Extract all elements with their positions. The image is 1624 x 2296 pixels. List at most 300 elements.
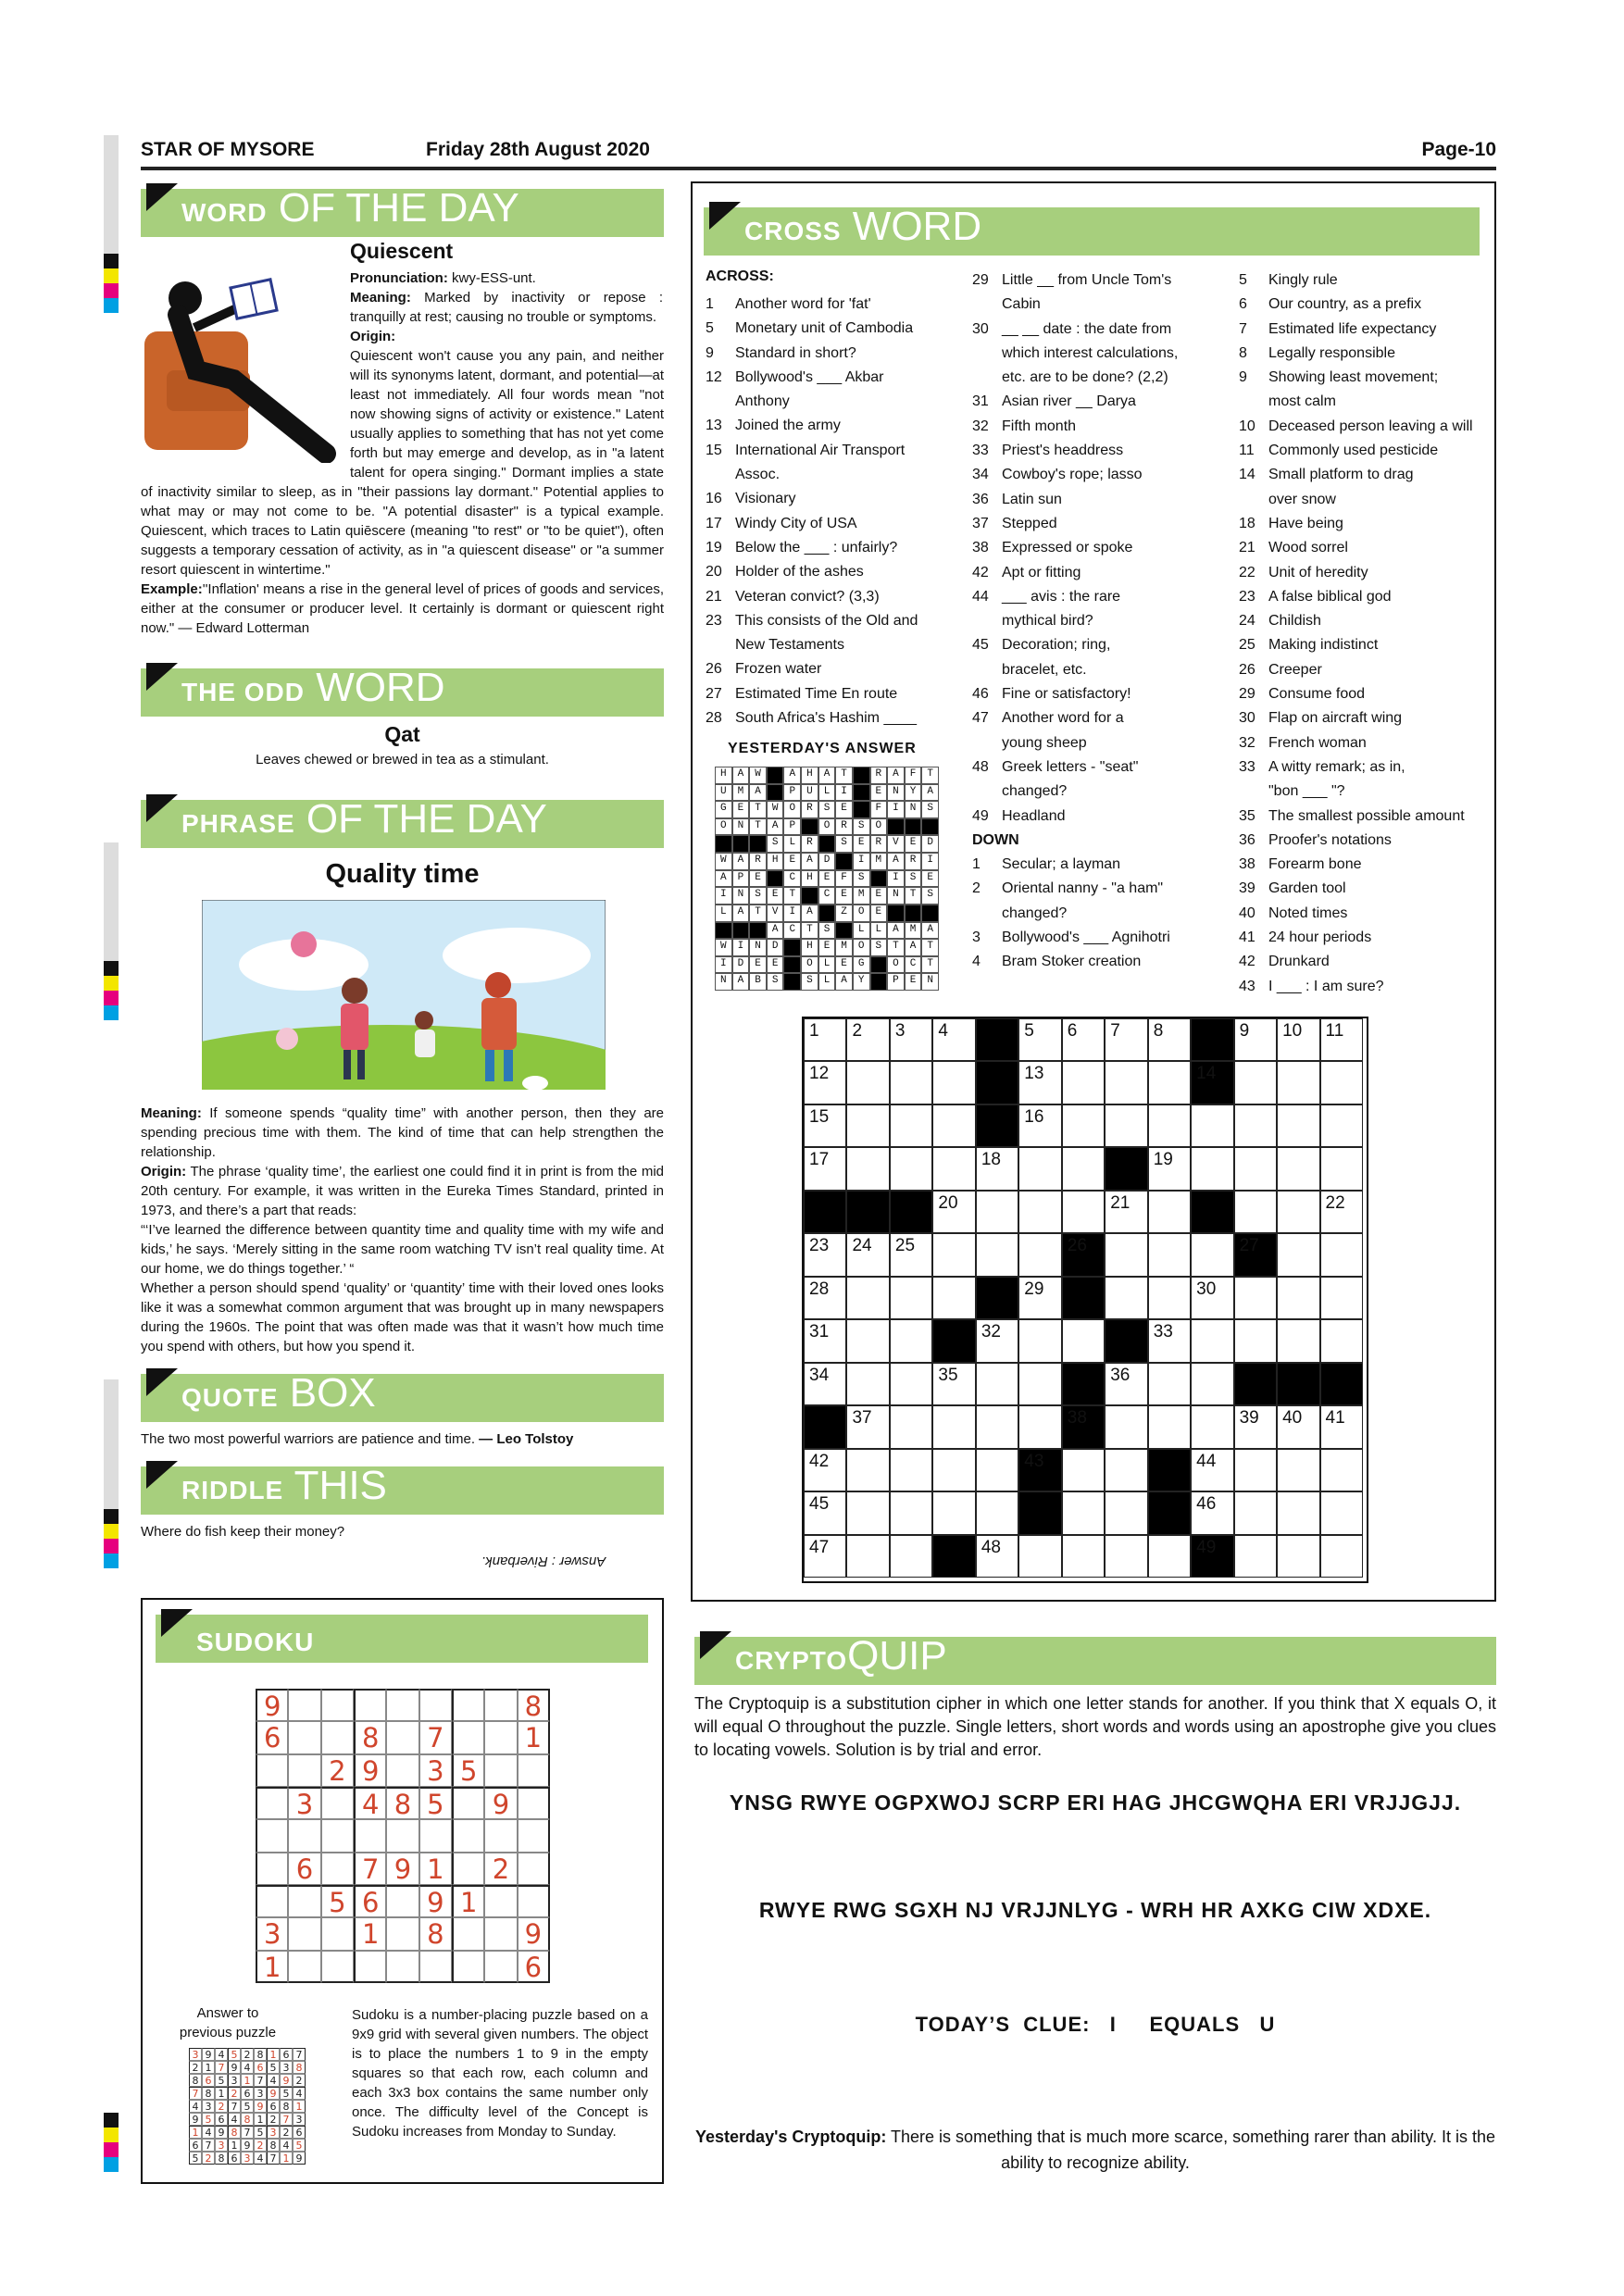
crossword-cell[interactable] (1148, 1233, 1191, 1276)
crossword-cell[interactable] (1277, 1449, 1319, 1491)
crossword-cell[interactable] (1105, 1535, 1147, 1578)
sudoku-cell[interactable] (386, 1951, 418, 1983)
crossword-cell[interactable] (1018, 1405, 1061, 1448)
sudoku-cell: 1 (452, 1885, 484, 1917)
crossword-cell[interactable] (804, 1449, 846, 1491)
crossword-cell[interactable] (1277, 1277, 1319, 1319)
crossword-cell[interactable] (1018, 1147, 1061, 1190)
sudoku-cell[interactable] (321, 1689, 354, 1721)
clue-text: Windy City of USA (735, 515, 857, 531)
sudoku-cell[interactable] (288, 1689, 320, 1721)
crossword-cell[interactable] (1234, 1061, 1277, 1104)
sudoku-cell[interactable] (452, 1721, 484, 1753)
clue-row (1239, 658, 1491, 682)
crossword-cell[interactable] (1191, 1233, 1233, 1276)
answer-cell: A (921, 922, 939, 940)
crossword-cell[interactable] (1105, 1104, 1147, 1147)
crossword-cell[interactable] (804, 1277, 846, 1319)
answer-block (870, 870, 888, 888)
crossword-cell[interactable] (804, 1061, 846, 1104)
crossword-cell[interactable] (1320, 1405, 1363, 1448)
answer-cell: E (921, 870, 939, 888)
crossword-cell[interactable] (1320, 1018, 1363, 1061)
crossword-block (1018, 1449, 1061, 1491)
paper-name: STAR OF MYSORE (141, 139, 315, 160)
answer-block (801, 818, 818, 836)
crossword-cell[interactable] (1062, 1147, 1105, 1190)
crossword-cell[interactable] (1148, 1191, 1191, 1233)
crossword-cell[interactable] (1062, 1104, 1105, 1147)
crossword-cell[interactable] (1277, 1061, 1319, 1104)
sudoku-cell[interactable] (484, 1689, 517, 1721)
crossword-cell[interactable] (1320, 1061, 1363, 1104)
crossword-cell[interactable] (1105, 1491, 1147, 1534)
clue-text: Our country, as a prefix (1268, 296, 1422, 313)
sudoku-cell: 7 (354, 1853, 386, 1885)
crossword-cell[interactable] (1105, 1233, 1147, 1276)
crossword-cell[interactable] (1234, 1535, 1277, 1578)
sudoku-cell[interactable] (288, 1917, 320, 1950)
crossword-cell[interactable] (1234, 1104, 1277, 1147)
clue-number: 29 (972, 272, 989, 288)
sudoku-cell: 5 (202, 2113, 215, 2126)
crossword-cell[interactable] (1191, 1319, 1233, 1362)
sudoku-cell[interactable] (354, 1819, 386, 1852)
crossword-cell[interactable] (846, 1319, 889, 1362)
clue-text: Showing least movement; (1268, 369, 1439, 386)
sudoku-cell: 6 (215, 2113, 228, 2126)
sudoku-cell[interactable] (256, 1754, 288, 1787)
sudoku-cell[interactable] (518, 1885, 550, 1917)
clue-number: 20 (706, 564, 722, 580)
crossword-cell[interactable] (1191, 1147, 1233, 1190)
cell-number: 30 (1196, 1279, 1217, 1299)
crossword-cell[interactable] (1018, 1277, 1061, 1319)
crossword-cell[interactable] (846, 1405, 889, 1448)
banner-label: PHRASE (181, 809, 295, 838)
cell-number: 44 (1196, 1451, 1217, 1471)
crossword-cell[interactable] (1277, 1018, 1319, 1061)
sudoku-cell: 7 (202, 2139, 215, 2152)
answer-cell: H (801, 767, 818, 784)
cell-number: 9 (1239, 1021, 1250, 1041)
cell-number: 13 (1024, 1064, 1044, 1084)
crossword-cell[interactable] (890, 1535, 932, 1578)
crossword-block (1191, 1535, 1233, 1578)
answer-cell: T (921, 939, 939, 956)
sudoku-cell[interactable] (518, 1819, 550, 1852)
sudoku-cell[interactable] (419, 1819, 452, 1852)
crossword-cell[interactable] (804, 1363, 846, 1405)
clue-number (1239, 488, 1268, 512)
crossword-cell[interactable] (890, 1491, 932, 1534)
sudoku-cell[interactable] (484, 1819, 517, 1852)
crossword-cell[interactable] (1234, 1491, 1277, 1534)
crossword-cell[interactable] (932, 1449, 975, 1491)
sudoku-cell[interactable] (484, 1754, 517, 1787)
crossword-cell[interactable] (1018, 1363, 1061, 1405)
crossword-cell[interactable] (1105, 1018, 1147, 1061)
answer-cell: H (715, 767, 732, 784)
crossword-cell[interactable] (890, 1147, 932, 1190)
crossword-cell[interactable] (1320, 1191, 1363, 1233)
crossword-cell[interactable] (932, 1491, 975, 1534)
sudoku-cell[interactable] (452, 1951, 484, 1983)
clue-row (1239, 829, 1491, 853)
crossword-cell[interactable] (804, 1535, 846, 1578)
crossword-cell[interactable] (932, 1191, 975, 1233)
cell-number: 41 (1325, 1408, 1345, 1429)
crossword-cell[interactable] (804, 1018, 846, 1061)
sudoku-cell: 5 (267, 2061, 280, 2074)
registration-bar (104, 1379, 119, 1509)
sudoku-cell[interactable] (321, 1819, 354, 1852)
sudoku-cell: 5 (189, 2152, 202, 2165)
sudoku-cell[interactable] (419, 1689, 452, 1721)
clue-row (1239, 853, 1491, 877)
crossword-cell[interactable] (932, 1405, 975, 1448)
clue-number: 1 (706, 296, 714, 312)
clue-row (972, 585, 1241, 609)
clue-number: 36 (1239, 831, 1255, 848)
crossword-cell[interactable] (932, 1233, 975, 1276)
crossword-cell[interactable] (890, 1319, 932, 1362)
answer-block (801, 887, 818, 905)
crossword-cell[interactable] (976, 1535, 1018, 1578)
sudoku-cell: 3 (241, 2152, 254, 2165)
clue-number: 39 (1239, 880, 1255, 897)
clue-text: Wood sorrel (1268, 540, 1348, 556)
crossword-cell[interactable] (976, 1405, 1018, 1448)
sudoku-cell[interactable] (386, 1917, 418, 1950)
crossword-cell[interactable] (976, 1491, 1018, 1534)
crossword-cell[interactable] (804, 1491, 846, 1534)
crossword-block (1062, 1405, 1105, 1448)
crossword-cell[interactable] (1191, 1449, 1233, 1491)
clue-row (706, 439, 935, 463)
clue-text: Latin sun (1002, 491, 1062, 507)
sudoku-cell: 4 (241, 2061, 254, 2074)
crossword-cell[interactable] (1234, 1191, 1277, 1233)
sudoku-cell[interactable] (484, 1917, 517, 1950)
crossword-cell[interactable] (932, 1018, 975, 1061)
sudoku-cell: 9 (228, 2061, 241, 2074)
crossword-cell[interactable] (846, 1491, 889, 1534)
crossword-cell[interactable] (1320, 1233, 1363, 1276)
clue-number: 37 (972, 515, 989, 531)
registration-black (104, 961, 119, 976)
crossword-cell[interactable] (846, 1449, 889, 1491)
clue-row (972, 268, 1241, 293)
sudoku-cell: 5 (254, 2126, 267, 2139)
crossword-cell[interactable] (1320, 1491, 1363, 1534)
crossword-cell[interactable] (1148, 1535, 1191, 1578)
crossword-cell[interactable] (932, 1061, 975, 1104)
sudoku-cell[interactable] (484, 1721, 517, 1753)
crossword-cell[interactable] (1191, 1363, 1233, 1405)
sudoku-cell[interactable] (452, 1787, 484, 1819)
crossword-cell[interactable] (804, 1233, 846, 1276)
word-of-day-banner (141, 185, 664, 237)
crossword-cell[interactable] (1320, 1319, 1363, 1362)
sudoku-cell: 1 (293, 2100, 306, 2113)
crossword-cell[interactable] (1234, 1018, 1277, 1061)
crossword-cell[interactable] (1191, 1104, 1233, 1147)
crossword-cell[interactable] (890, 1061, 932, 1104)
clue-text: Legally responsible (1268, 344, 1395, 361)
crossword-cell[interactable] (846, 1147, 889, 1190)
crossword-cell[interactable] (1320, 1104, 1363, 1147)
crossword-cell[interactable] (846, 1104, 889, 1147)
clue-number: 17 (706, 515, 722, 531)
sudoku-cell[interactable] (256, 1787, 288, 1819)
clue-row (972, 488, 1241, 512)
crossword-cell[interactable] (932, 1104, 975, 1147)
banner-corner-icon (146, 794, 178, 822)
crossword-cell[interactable] (1018, 1191, 1061, 1233)
crossword-cell[interactable] (1062, 1191, 1105, 1233)
sudoku-cell: 9 (202, 2048, 215, 2061)
clue-number (706, 390, 735, 414)
crossword-cell[interactable] (890, 1233, 932, 1276)
crossword-cell[interactable] (890, 1363, 932, 1405)
sudoku-cell[interactable] (288, 1819, 320, 1852)
crossword-cell[interactable] (804, 1147, 846, 1190)
crossword-cell[interactable] (1234, 1449, 1277, 1491)
sudoku-cell: 3 (256, 1917, 288, 1950)
clue-text: Standard in short? (735, 344, 856, 361)
answer-cell: S (921, 887, 939, 905)
clue-text: Cowboy's rope; lasso (1002, 467, 1143, 483)
sudoku-cell: 2 (189, 2061, 202, 2074)
crossword-cell[interactable] (890, 1449, 932, 1491)
crossword-cell[interactable] (1105, 1191, 1147, 1233)
crossword-cell[interactable] (1320, 1277, 1363, 1319)
sudoku-cell: 8 (202, 2087, 215, 2100)
sudoku-cell[interactable] (452, 1853, 484, 1885)
sudoku-cell[interactable] (518, 1787, 550, 1819)
crossword-cell[interactable] (846, 1233, 889, 1276)
registration-yellow (104, 2128, 119, 2142)
crossword-cell[interactable] (932, 1147, 975, 1190)
clue-text: Asian river __ Darya (1002, 393, 1136, 410)
crossword-cell[interactable] (1018, 1319, 1061, 1362)
answer-cell: A (749, 784, 767, 802)
body-text: Whether a person should spend ‘quality’ or ‘quantity’ time with their loved ones looks like it was a somewhat common argument that was brought up in many newspapers during the 1960s. The point that was often made was that it wasn’t how much time you spend with others, but how you spend it. (141, 1280, 664, 1354)
crossword-cell[interactable] (1148, 1405, 1191, 1448)
crossword-cell[interactable] (1148, 1104, 1191, 1147)
crossword-cell[interactable] (976, 1233, 1018, 1276)
sudoku-cell: 9 (267, 2087, 280, 2100)
crossword-cell[interactable] (890, 1104, 932, 1147)
sudoku-cell[interactable] (386, 1689, 418, 1721)
sudoku-cell[interactable] (419, 1951, 452, 1983)
crossword-cell[interactable] (1018, 1018, 1061, 1061)
crossword-cell[interactable] (1062, 1018, 1105, 1061)
sudoku-cell[interactable] (518, 1853, 550, 1885)
crossword-cell[interactable] (1148, 1147, 1191, 1190)
sudoku-cell[interactable] (518, 1754, 550, 1787)
crossword-cell[interactable] (1148, 1277, 1191, 1319)
crossword-cell[interactable] (1234, 1319, 1277, 1362)
sudoku-cell[interactable] (321, 1853, 354, 1885)
sudoku-cell[interactable] (256, 1853, 288, 1885)
crossword-cell[interactable] (1062, 1061, 1105, 1104)
crossword-cell[interactable] (1018, 1061, 1061, 1104)
crossword-cell[interactable] (804, 1104, 846, 1147)
banner-title: OF THE DAY (294, 796, 547, 842)
cell-number: 39 (1239, 1408, 1259, 1429)
crossword-cell[interactable] (1105, 1405, 1147, 1448)
answer-cell: S (818, 922, 836, 940)
crossword-cell[interactable] (932, 1363, 975, 1405)
sudoku-cell[interactable] (288, 1951, 320, 1983)
crossword-cell[interactable] (1062, 1449, 1105, 1491)
crossword-cell[interactable] (1105, 1363, 1147, 1405)
crossword-cell[interactable] (846, 1061, 889, 1104)
sudoku-cell[interactable] (321, 1721, 354, 1753)
sudoku-cell[interactable] (288, 1754, 320, 1787)
crossword-cell[interactable] (976, 1449, 1018, 1491)
across-clues (706, 293, 935, 730)
crossword-cell[interactable] (846, 1535, 889, 1578)
sudoku-cell[interactable] (288, 1721, 320, 1753)
crossword-cell[interactable] (1062, 1319, 1105, 1362)
sudoku-cell: 1 (228, 2139, 241, 2152)
crossword-cell[interactable] (1234, 1405, 1277, 1448)
sudoku-cell[interactable] (288, 1885, 320, 1917)
sudoku-cell[interactable] (256, 1885, 288, 1917)
crossword-cell[interactable] (890, 1277, 932, 1319)
crossword-cell[interactable] (932, 1277, 975, 1319)
clue-text: Below the ___ : unfairly? (735, 539, 898, 555)
answer-cell: S (749, 887, 767, 905)
crossword-block (1234, 1363, 1277, 1405)
answer-cell: E (767, 887, 784, 905)
crossword-cell[interactable] (1234, 1277, 1277, 1319)
crossword-cell[interactable] (1148, 1018, 1191, 1061)
answer-cell: I (732, 939, 750, 956)
crossword-cell[interactable] (890, 1405, 932, 1448)
clue-text: Monetary unit of Cambodia (735, 320, 914, 337)
crossword-cell[interactable] (1062, 1491, 1105, 1534)
sudoku-cell: 2 (280, 2126, 293, 2139)
clue-text: Drunkard (1268, 954, 1330, 970)
sudoku-cell[interactable] (321, 1917, 354, 1950)
clue-text: Headland (1002, 807, 1066, 824)
crossword-cell[interactable] (846, 1277, 889, 1319)
answer-cell: N (715, 973, 732, 991)
answer-cell: L (818, 784, 836, 802)
crossword-cell[interactable] (1277, 1104, 1319, 1147)
clue-text: Holder of the ashes (735, 564, 864, 580)
clue-number: 7 (1239, 320, 1247, 337)
sudoku-cell[interactable] (354, 1951, 386, 1983)
clue-text: Stepped (1002, 515, 1057, 531)
crossword-cell[interactable] (1018, 1233, 1061, 1276)
clue-number (972, 731, 1002, 755)
crossword-cell[interactable] (1191, 1491, 1233, 1534)
crossword-cell[interactable] (1105, 1277, 1147, 1319)
crossword-cell[interactable] (846, 1363, 889, 1405)
sudoku-cell[interactable] (386, 1885, 418, 1917)
sudoku-cell[interactable] (386, 1754, 418, 1787)
sudoku-cell[interactable] (452, 1917, 484, 1950)
crossword-cell[interactable] (1191, 1277, 1233, 1319)
crossword-cell[interactable] (976, 1319, 1018, 1362)
clue-text: Bollywood's ___ Agnihotri (1002, 930, 1170, 946)
sudoku-cell: 3 (419, 1754, 452, 1787)
sudoku-cell: 7 (293, 2048, 306, 2061)
phrase-title: Quality time (325, 859, 480, 889)
sudoku-cell[interactable] (452, 1689, 484, 1721)
clue-row (972, 463, 1241, 487)
sudoku-cell[interactable] (354, 1689, 386, 1721)
answer-cell: Z (835, 905, 853, 922)
crossword-cell[interactable] (1105, 1061, 1147, 1104)
sudoku-cell[interactable] (321, 1787, 354, 1819)
sudoku-cell[interactable] (484, 1951, 517, 1983)
crossword-cell[interactable] (976, 1147, 1018, 1190)
crossword-cell[interactable] (1277, 1191, 1319, 1233)
crossword-cell[interactable] (976, 1191, 1018, 1233)
crossword-cell[interactable] (1277, 1147, 1319, 1190)
answer-block (818, 905, 836, 922)
crossword-block (1148, 1491, 1191, 1534)
crossword-cell[interactable] (1148, 1319, 1191, 1362)
clue-number: 21 (1239, 540, 1255, 556)
sudoku-cell[interactable] (321, 1951, 354, 1983)
sudoku-cell: 3 (215, 2139, 228, 2152)
sudoku-cell[interactable] (452, 1819, 484, 1852)
sudoku-cell[interactable] (484, 1885, 517, 1917)
crossword-cell[interactable] (1277, 1319, 1319, 1362)
clue-text: Greek letters - "seat" (1002, 758, 1139, 775)
clue-number: 9 (706, 344, 714, 361)
crossword-cell[interactable] (1277, 1491, 1319, 1534)
sudoku-cell[interactable] (256, 1819, 288, 1852)
clue-text: Anthony (735, 393, 790, 410)
crossword-cell[interactable] (1062, 1535, 1105, 1578)
crossword-cell[interactable] (1277, 1233, 1319, 1276)
answer-cell: M (870, 853, 888, 870)
sudoku-cell: 9 (293, 2152, 306, 2165)
answer-block (767, 767, 784, 784)
crossword-cell[interactable] (1277, 1535, 1319, 1578)
crossword-cell[interactable] (804, 1319, 846, 1362)
crossword-cell[interactable] (1320, 1147, 1363, 1190)
crossword-cell[interactable] (1191, 1405, 1233, 1448)
sudoku-cell[interactable] (386, 1721, 418, 1753)
cell-number: 31 (809, 1322, 830, 1342)
clue-row (706, 657, 935, 681)
crossword-cell[interactable] (1320, 1449, 1363, 1491)
crossword-cell[interactable] (1148, 1363, 1191, 1405)
crossword-cell[interactable] (976, 1363, 1018, 1405)
sudoku-cell: 1 (518, 1721, 550, 1753)
crossword-cell[interactable] (846, 1018, 889, 1061)
crossword-cell[interactable] (1018, 1104, 1061, 1147)
crossword-cell[interactable] (1105, 1449, 1147, 1491)
crossword-cell[interactable] (1234, 1147, 1277, 1190)
crossword-cell[interactable] (1320, 1535, 1363, 1578)
crossword-cell[interactable] (890, 1018, 932, 1061)
clue-row (1239, 950, 1491, 974)
sudoku-cell[interactable] (386, 1819, 418, 1852)
crossword-cell[interactable] (1277, 1405, 1319, 1448)
crossword-cell[interactable] (1148, 1061, 1191, 1104)
crossword-cell[interactable] (1018, 1535, 1061, 1578)
